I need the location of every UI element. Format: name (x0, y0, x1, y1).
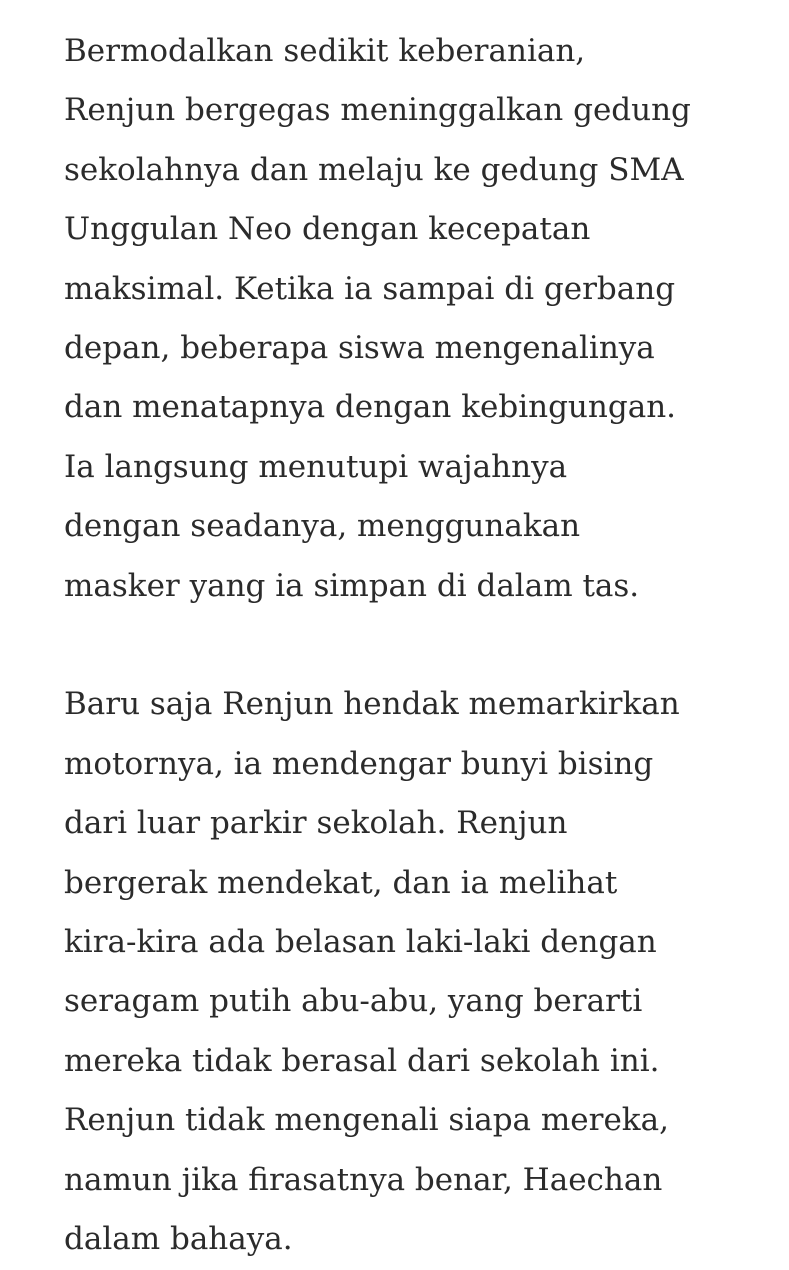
text-line: Bermodalkan sedikit keberanian, (64, 33, 586, 69)
text-line: depan, beberapa siswa mengenalinya (64, 330, 655, 367)
text-line: dalam bahaya. (64, 1221, 293, 1258)
text-line: seragam putih abu-abu, yang berarti (64, 983, 643, 1020)
text-line: dengan seadanya, menggunakan (64, 508, 581, 545)
text-line: Renjun bergegas meninggalkan gedung (64, 92, 691, 129)
text-line: maksimal. Ketika ia sampai di gerbang (64, 270, 676, 307)
paragraph-spacer (64, 616, 764, 675)
text-line: Unggulan Neo dengan kecepatan (64, 211, 591, 248)
text-line: kira-kira ada belasan laki-laki dengan (64, 924, 657, 961)
text-line: bergerak mendekat, dan ia melihat (64, 864, 618, 901)
text-line: dan menatapnya dengan kebingungan. (64, 389, 677, 426)
paragraph-1 (64, 22, 764, 616)
text-line: mereka tidak berasal dari sekolah ini. (64, 1042, 660, 1079)
story-text-area (64, 22, 764, 1270)
paragraph-2 (64, 675, 764, 1269)
text-line: Baru saja Renjun hendak memarkirkan (64, 686, 680, 723)
text-line: dari luar parkir sekolah. Renjun (64, 805, 568, 842)
text-line: namun jika firasatnya benar, Haechan (64, 1161, 663, 1198)
text-line: Ia langsung menutupi wajahnya (64, 448, 568, 485)
text-line: sekolahnya dan melaju ke gedung SMA (64, 151, 684, 188)
text-line: motornya, ia mendengar bunyi bising (64, 745, 654, 782)
text-line: Renjun tidak mengenali siapa mereka, (64, 1102, 669, 1139)
text-line: masker yang ia simpan di dalam tas. (64, 567, 640, 604)
